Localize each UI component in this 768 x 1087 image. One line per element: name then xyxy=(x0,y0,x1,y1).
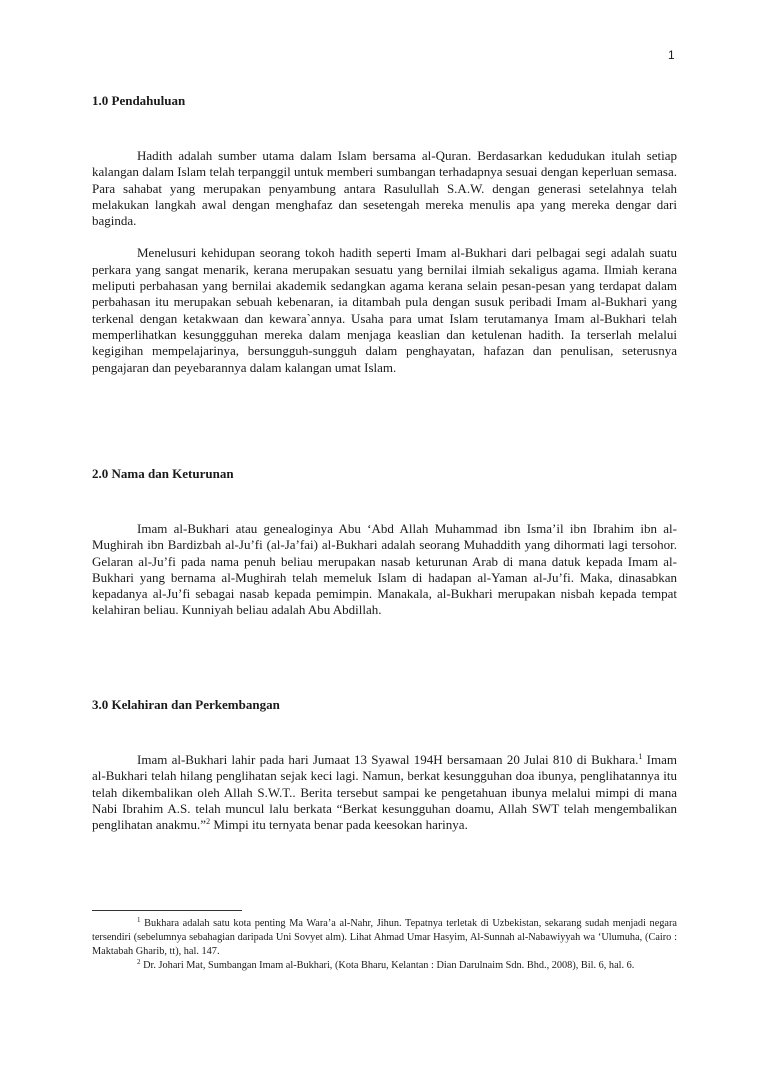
footnote-ref[interactable]: 2 xyxy=(206,817,211,827)
footnote-marker: 2 xyxy=(137,958,141,966)
section-kelahiran xyxy=(92,696,677,833)
document-body xyxy=(92,92,677,833)
footnote xyxy=(92,917,677,959)
paragraph-text: Mimpi itu ternyata benar pada keesokan harinya. xyxy=(210,817,468,833)
paragraph: Hadith adalah sumber utama dalam Islam bersama al-Quran. Berdasarkan kedudukan itulah setiap kalangan dalam Islam telah terpanggil untuk memberi sumbangan terhadapnya sesuai dengan keperluan semasa. Para sahabat yang merupakan penyambung antara Rasulullah S.A.W. dengan generasi setelahnya telah melakukan langkah awal dengan menghafaz dan sesetengah mereka menulis apa yang mereka dengar dari baginda. xyxy=(92,148,677,229)
section-heading: 1.0 Pendahuluan xyxy=(92,93,186,108)
footnote-ref[interactable]: 1 xyxy=(638,752,643,761)
footnotes xyxy=(92,910,677,973)
paragraph: Menelusuri kehidupan seorang tokoh hadith seperti Imam al-Bukhari dari pelbagai segi adalah suatu perkara yang sangat menarik, kerana merupakan sesuatu yang bernilai ilmiah sekaligus agama. Ilmiah kerana meliputi perbahasan yang bernilai akademik sedangkan agama kerana selain pesan-pesan yang terdapat dalam perbahasan itu merupakan sebuah kebenaran, ia ditambah pula dengan susuk peribadi Imam al-Bukhari yang terkenal dengan ketakwaan dan kewara`annya. Usaha para umat Islam terutamanya Imam al-Bukhari telah memperlihatkan kesunggguhan mereka dalam menjaga keaslian dan ketulenan hadith. Ia terserlah melalui kegigihan mempelajarinya, bersungguh-sungguh dalam penghayatan, hafazan dan penulisan, seterusnya pengajaran dan peyebarannya dalam kalangan umat Islam. xyxy=(92,245,677,375)
paragraph xyxy=(92,752,677,833)
paragraph: Imam al-Bukhari atau genealoginya Abu ‘Abd Allah Muhammad ibn Isma’il ibn Ibrahim ibn al-Mughirah ibn Bardizbah al-Ju’fi (al-Ja’fai) al-Bukhari adalah seorang Muhaddith yang dihormati lagi tersohor. Gelaran al-Ju’fi pada nama penuh beliau merupakan nasab keturunan Arab di mana datuk kepada Imam al-Bukhari yang bernama al-Mughirah telah memeluk Islam di hadapan al-Yaman al-Ju’fi. Maka, dinasabkan kepadanya al-Ju’fi sebagai nasab kepada pemimpin. Manakala, al-Bukhari merupakan nisbah kepada tempat kelahiran beliau. Kunniyah beliau adalah Abu Abdillah. xyxy=(92,521,677,618)
footnote-divider xyxy=(92,910,242,911)
footnote-text: Dr. Johari Mat, Sumbangan Imam al-Bukhari, (Kota Bharu, Kelantan : Dian Darulnaim Sdn. Bhd., 2008), Bil. 6, hal. 6. xyxy=(140,960,635,971)
section-heading: 3.0 Kelahiran dan Perkembangan xyxy=(92,697,280,712)
section-nama-keturunan xyxy=(92,465,677,619)
paragraph-text: Imam al-Bukhari telah hilang penglihatan sejak keci lagi. Namun, berkat kesungguhan doa ibunya, penglihatannya itu telah dikembalikan oleh Allah S.W.T.. Berita tersebut sampai ke pengetahuan ibunya melalui mimpi di mana Nabi Ibrahim A.S. telah muncul lalu berkata “Berkat kesungguhan doamu, Allah SWT telah mengembalikan penglihatan anakmu.” xyxy=(92,752,677,833)
footnote-marker: 1 xyxy=(137,916,141,924)
page-number: 1 xyxy=(668,48,675,62)
footnote-text: Bukhara adalah satu kota penting Ma Wara’a al-Nahr, Jihun. Tepatnya terletak di Uzbekistan, sekarang sudah menjadi negara tersendiri (sebelumnya sebahagian daripada Uni Sovyet alm). Lihat Ahmad Umar Hasyim, Al-Sunnah al-Nabawiyyah wa ‘Ulumuha, (Cairo : Maktabah Gharib, tt), hal. 147. xyxy=(92,918,677,957)
footnote xyxy=(92,959,677,973)
section-heading: 2.0 Nama dan Keturunan xyxy=(92,466,234,481)
section-pendahuluan xyxy=(92,92,677,376)
paragraph-text: Imam al-Bukhari lahir pada hari Jumaat 13 Syawal 194H bersamaan 20 Julai 810 di Bukhara. xyxy=(137,752,639,767)
